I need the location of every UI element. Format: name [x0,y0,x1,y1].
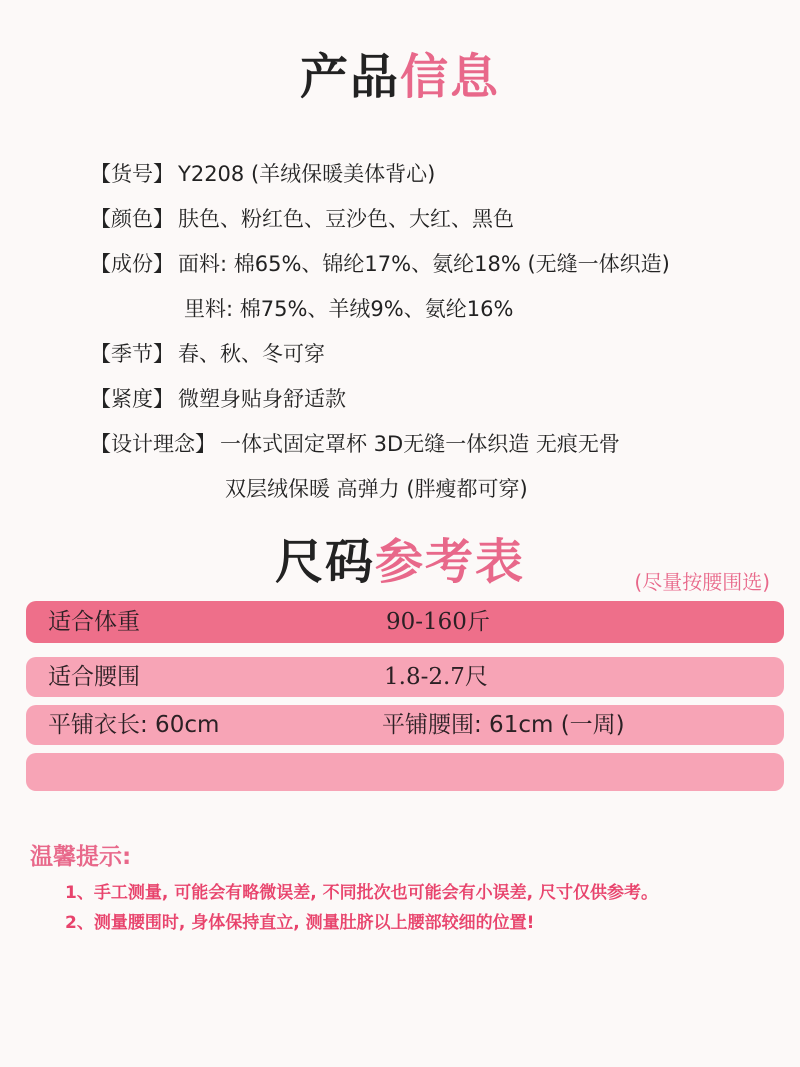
info-value: Y2208 (羊绒保暖美体背心) [178,162,436,186]
size-row-empty [26,753,784,791]
size-row-label: 适合体重 [48,609,140,635]
size-row-label: 平铺衣长: 60cm [48,712,220,738]
info-row-tightness [90,383,346,413]
info-value: 微塑身贴身舒适款 [178,387,346,411]
info-key: 【季节】 [90,342,174,366]
product-info-title [0,38,800,107]
size-chart-title-pink: 参考表 [375,534,526,590]
info-key: 【颜色】 [90,207,174,231]
size-row-value: 平铺腰围: 61cm (一周) [382,712,625,738]
product-info-title-pink: 信息 [400,49,501,105]
info-row-season [90,338,325,368]
info-key: 【成份】 [90,252,174,276]
info-value: 面料: 棉65%、锦纶17%、氨纶18% (无缝一体织造) [178,252,670,276]
info-key: 【紧度】 [90,387,174,411]
product-info-title-black: 产品 [299,49,400,105]
info-value: 双层绒保暖 高弹力 (胖瘦都可穿) [225,477,528,501]
size-hint: (尽量按腰围选) [634,570,770,594]
tips-title: 温馨提示: [30,844,132,870]
info-row-item-number [90,158,435,188]
size-row-measurements [26,705,784,745]
info-row-composition [90,248,670,278]
info-value: 春、秋、冬可穿 [178,342,325,366]
tip-item: 2、测量腰围时, 身体保持直立, 测量肚脐以上腰部较细的位置! [65,913,535,933]
info-key: 【设计理念】 [90,432,216,456]
info-value: 一体式固定罩杯 3D无缝一体织造 无痕无骨 [220,432,620,456]
info-key: 【货号】 [90,162,174,186]
info-row-colors [90,203,514,233]
info-value: 里料: 棉75%、羊绒9%、氨纶16% [184,297,514,321]
size-row-value: 90-160斤 [386,609,490,635]
size-row-label: 适合腰围 [48,664,140,690]
size-row-value: 1.8-2.7尺 [384,664,488,690]
info-row-design [90,428,620,458]
size-row-waist [26,657,784,697]
info-row-design-cont [225,473,528,503]
size-row-weight [26,601,784,643]
info-row-lining [184,293,513,323]
tip-item: 1、手工测量, 可能会有略微误差, 不同批次也可能会有小误差, 尺寸仅供参考。 [65,883,658,903]
info-value: 肤色、粉红色、豆沙色、大红、黑色 [178,207,514,231]
size-chart-title-black: 尺码 [274,534,375,590]
